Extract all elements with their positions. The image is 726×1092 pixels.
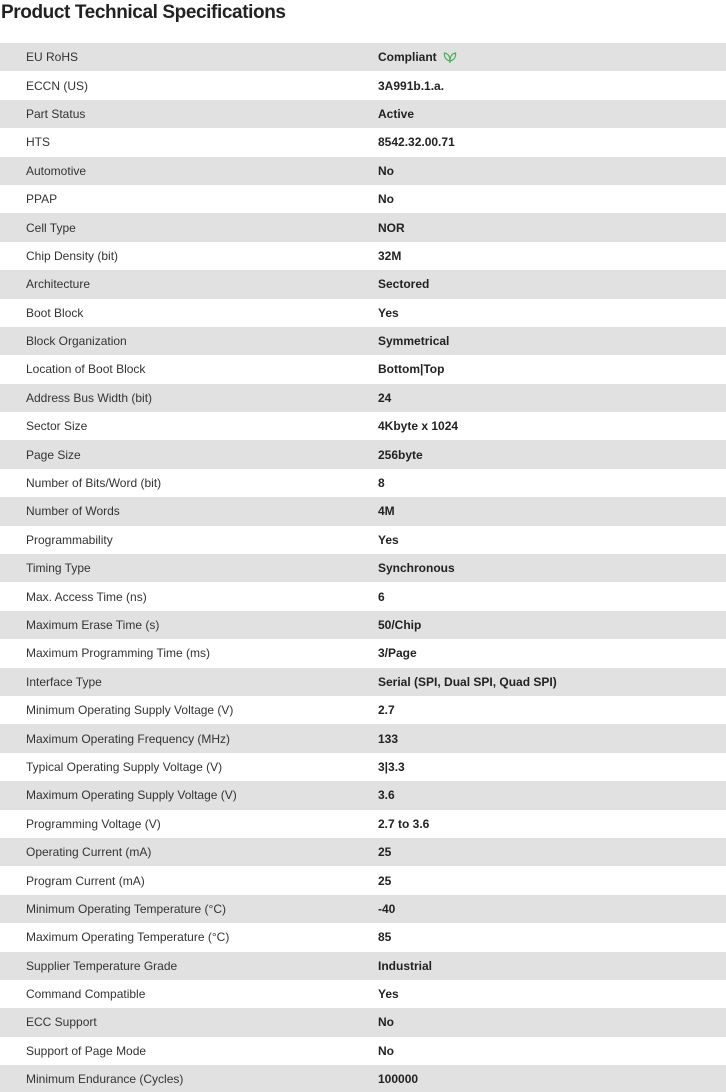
page-title: Product Technical Specifications: [1, 2, 286, 23]
spec-name: Number of Bits/Word (bit): [26, 476, 162, 491]
spec-value: Bottom|Top: [378, 362, 445, 377]
spec-value-cell: [378, 412, 726, 440]
table-row: [0, 242, 726, 270]
spec-value-cell: [378, 582, 726, 610]
table-row: [0, 270, 726, 298]
spec-name: Cell Type: [26, 220, 76, 235]
spec-name: Architecture: [26, 277, 91, 292]
spec-name: Number of Words: [26, 504, 120, 519]
table-row: [0, 497, 726, 525]
spec-value-cell: [378, 781, 726, 809]
spec-value: Yes: [378, 987, 399, 1002]
table-row: [0, 838, 726, 866]
spec-value: 85: [378, 930, 392, 945]
spec-value: 50/Chip: [378, 618, 422, 632]
spec-value-cell: [378, 753, 726, 781]
table-row: [0, 100, 726, 128]
spec-value-cell: [378, 469, 726, 497]
spec-value: 3.6: [378, 788, 395, 803]
table-row: [0, 526, 726, 554]
spec-table: [0, 43, 726, 1092]
spec-value-cell: [378, 838, 726, 866]
spec-value-cell: [378, 185, 726, 213]
spec-value-cell: [378, 866, 726, 894]
spec-value-cell: [378, 980, 726, 1008]
spec-name: Address Bus Width (bit): [26, 390, 153, 405]
spec-value: Sectored: [378, 277, 430, 292]
spec-value-cell: [378, 497, 726, 525]
spec-name: Location of Boot Block: [26, 362, 146, 377]
spec-value: 6: [378, 589, 385, 604]
spec-value: 24: [378, 390, 392, 405]
spec-value-cell: [378, 810, 726, 838]
table-row: [0, 384, 726, 412]
spec-value-cell: [378, 440, 726, 468]
spec-value-cell: [378, 611, 726, 639]
spec-value: No: [378, 192, 394, 207]
table-row: [0, 157, 726, 185]
spec-name: Maximum Operating Frequency (MHz): [26, 731, 231, 746]
spec-value: Yes: [378, 532, 399, 547]
spec-value-cell: [378, 71, 726, 99]
spec-name: Chip Density (bit): [26, 248, 119, 263]
spec-value-cell: [378, 100, 726, 128]
table-row: [0, 554, 726, 582]
spec-value-cell: [378, 923, 726, 951]
table-row: [0, 724, 726, 752]
spec-value-cell: [378, 327, 726, 355]
table-row: [0, 185, 726, 213]
spec-name: Typical Operating Supply Voltage (V): [26, 759, 223, 774]
spec-value-cell: [378, 1065, 726, 1092]
table-row: [0, 866, 726, 894]
spec-name: Maximum Erase Time (s): [26, 618, 160, 632]
spec-value: NOR: [378, 220, 405, 235]
table-row: [0, 895, 726, 923]
spec-name: Programming Voltage (V): [26, 816, 161, 831]
table-row: [0, 440, 726, 468]
spec-value: 25: [378, 873, 392, 888]
spec-value: 3/Page: [378, 646, 417, 661]
spec-value-cell: [378, 128, 726, 156]
spec-value: Industrial: [378, 958, 433, 973]
spec-name: Sector Size: [26, 419, 88, 434]
spec-value: 3|3.3: [378, 759, 405, 774]
spec-name: Support of Page Mode: [26, 1043, 147, 1058]
spec-value: 3A991b.1.a.: [378, 78, 445, 93]
table-row: [0, 639, 726, 667]
spec-name: Timing Type: [26, 561, 91, 576]
spec-value: No: [378, 163, 394, 178]
spec-value: No: [378, 1043, 394, 1058]
spec-name: Boot Block: [26, 305, 84, 320]
leaf-icon: [443, 51, 457, 63]
spec-name: Minimum Operating Supply Voltage (V): [26, 703, 234, 718]
table-row: [0, 753, 726, 781]
spec-value: 2.7 to 3.6: [378, 816, 430, 831]
spec-value: 100000: [378, 1072, 419, 1087]
table-row: [0, 299, 726, 327]
spec-name: HTS: [26, 135, 50, 150]
spec-value: No: [378, 1015, 394, 1030]
spec-name: Block Organization: [26, 334, 127, 349]
spec-value-cell: [378, 526, 726, 554]
spec-value-cell: [378, 639, 726, 667]
table-row: [0, 781, 726, 809]
table-row: [0, 810, 726, 838]
spec-value: 8: [378, 476, 385, 491]
spec-value-cell: [378, 696, 726, 724]
spec-value: 4Kbyte x 1024: [378, 419, 459, 434]
spec-value-cell: [378, 213, 726, 241]
spec-name: PPAP: [26, 192, 58, 207]
spec-value: Yes: [378, 305, 399, 320]
spec-name: Max. Access Time (ns): [26, 589, 147, 604]
spec-value-cell: [378, 355, 726, 383]
spec-value-cell: [378, 952, 726, 980]
spec-value: 25: [378, 845, 392, 860]
spec-name: Minimum Operating Temperature (°C): [26, 901, 226, 916]
spec-value-cell: [378, 157, 726, 185]
spec-value: Synchronous: [378, 561, 455, 576]
table-row: [0, 952, 726, 980]
table-row: [0, 923, 726, 951]
spec-name: Operating Current (mA): [26, 845, 152, 860]
table-row: [0, 1008, 726, 1036]
spec-value: 8542.32.00.71: [378, 135, 455, 150]
spec-value: 4M: [378, 504, 395, 519]
spec-name: Program Current (mA): [26, 873, 145, 888]
table-row: [0, 213, 726, 241]
table-row: [0, 128, 726, 156]
table-row: [0, 355, 726, 383]
spec-value: Symmetrical: [378, 334, 450, 349]
table-row: [0, 412, 726, 440]
table-row: [0, 469, 726, 497]
spec-table-body: [0, 43, 726, 1092]
spec-value: Serial (SPI, Dual SPI, Quad SPI): [378, 674, 557, 689]
spec-name: EU RoHS: [26, 50, 79, 65]
table-row: [0, 327, 726, 355]
spec-name: Page Size: [26, 447, 81, 462]
spec-name: Minimum Endurance (Cycles): [26, 1072, 184, 1087]
spec-value: -40: [378, 901, 396, 916]
spec-value: 133: [378, 731, 399, 746]
spec-value-cell: [378, 1008, 726, 1036]
spec-value-cell: [378, 270, 726, 298]
table-row: [0, 980, 726, 1008]
table-row: [0, 1065, 726, 1092]
spec-value-cell: [378, 895, 726, 923]
table-row: [0, 582, 726, 610]
spec-name: Maximum Programming Time (ms): [26, 646, 211, 661]
spec-value-cell: [378, 242, 726, 270]
spec-name: ECCN (US): [26, 78, 88, 93]
spec-name: Supplier Temperature Grade: [26, 958, 178, 973]
spec-value-cell: [378, 724, 726, 752]
table-row: [0, 1037, 726, 1065]
spec-value-cell: [378, 1037, 726, 1065]
table-row: [0, 611, 726, 639]
spec-value: Active: [378, 106, 415, 121]
table-row: [0, 71, 726, 99]
spec-name: Automotive: [26, 163, 87, 178]
spec-name: Programmability: [26, 532, 113, 547]
spec-value-cell: [378, 554, 726, 582]
table-row: [0, 668, 726, 696]
spec-value: Compliant: [378, 50, 437, 65]
spec-name: Part Status: [26, 106, 86, 121]
table-row: [0, 43, 726, 71]
spec-name: Command Compatible: [26, 987, 146, 1002]
table-row: [0, 696, 726, 724]
spec-name: Interface Type: [26, 674, 102, 689]
spec-name: ECC Support: [26, 1015, 97, 1030]
spec-value: 256byte: [378, 447, 423, 462]
spec-name: Maximum Operating Temperature (°C): [26, 930, 230, 945]
spec-value: 32M: [378, 248, 402, 263]
spec-value-cell: [378, 43, 726, 71]
spec-value: 2.7: [378, 703, 395, 718]
spec-name: Maximum Operating Supply Voltage (V): [26, 788, 237, 803]
spec-value-cell: [378, 384, 726, 412]
spec-value-cell: [378, 299, 726, 327]
spec-value-cell: [378, 668, 726, 696]
